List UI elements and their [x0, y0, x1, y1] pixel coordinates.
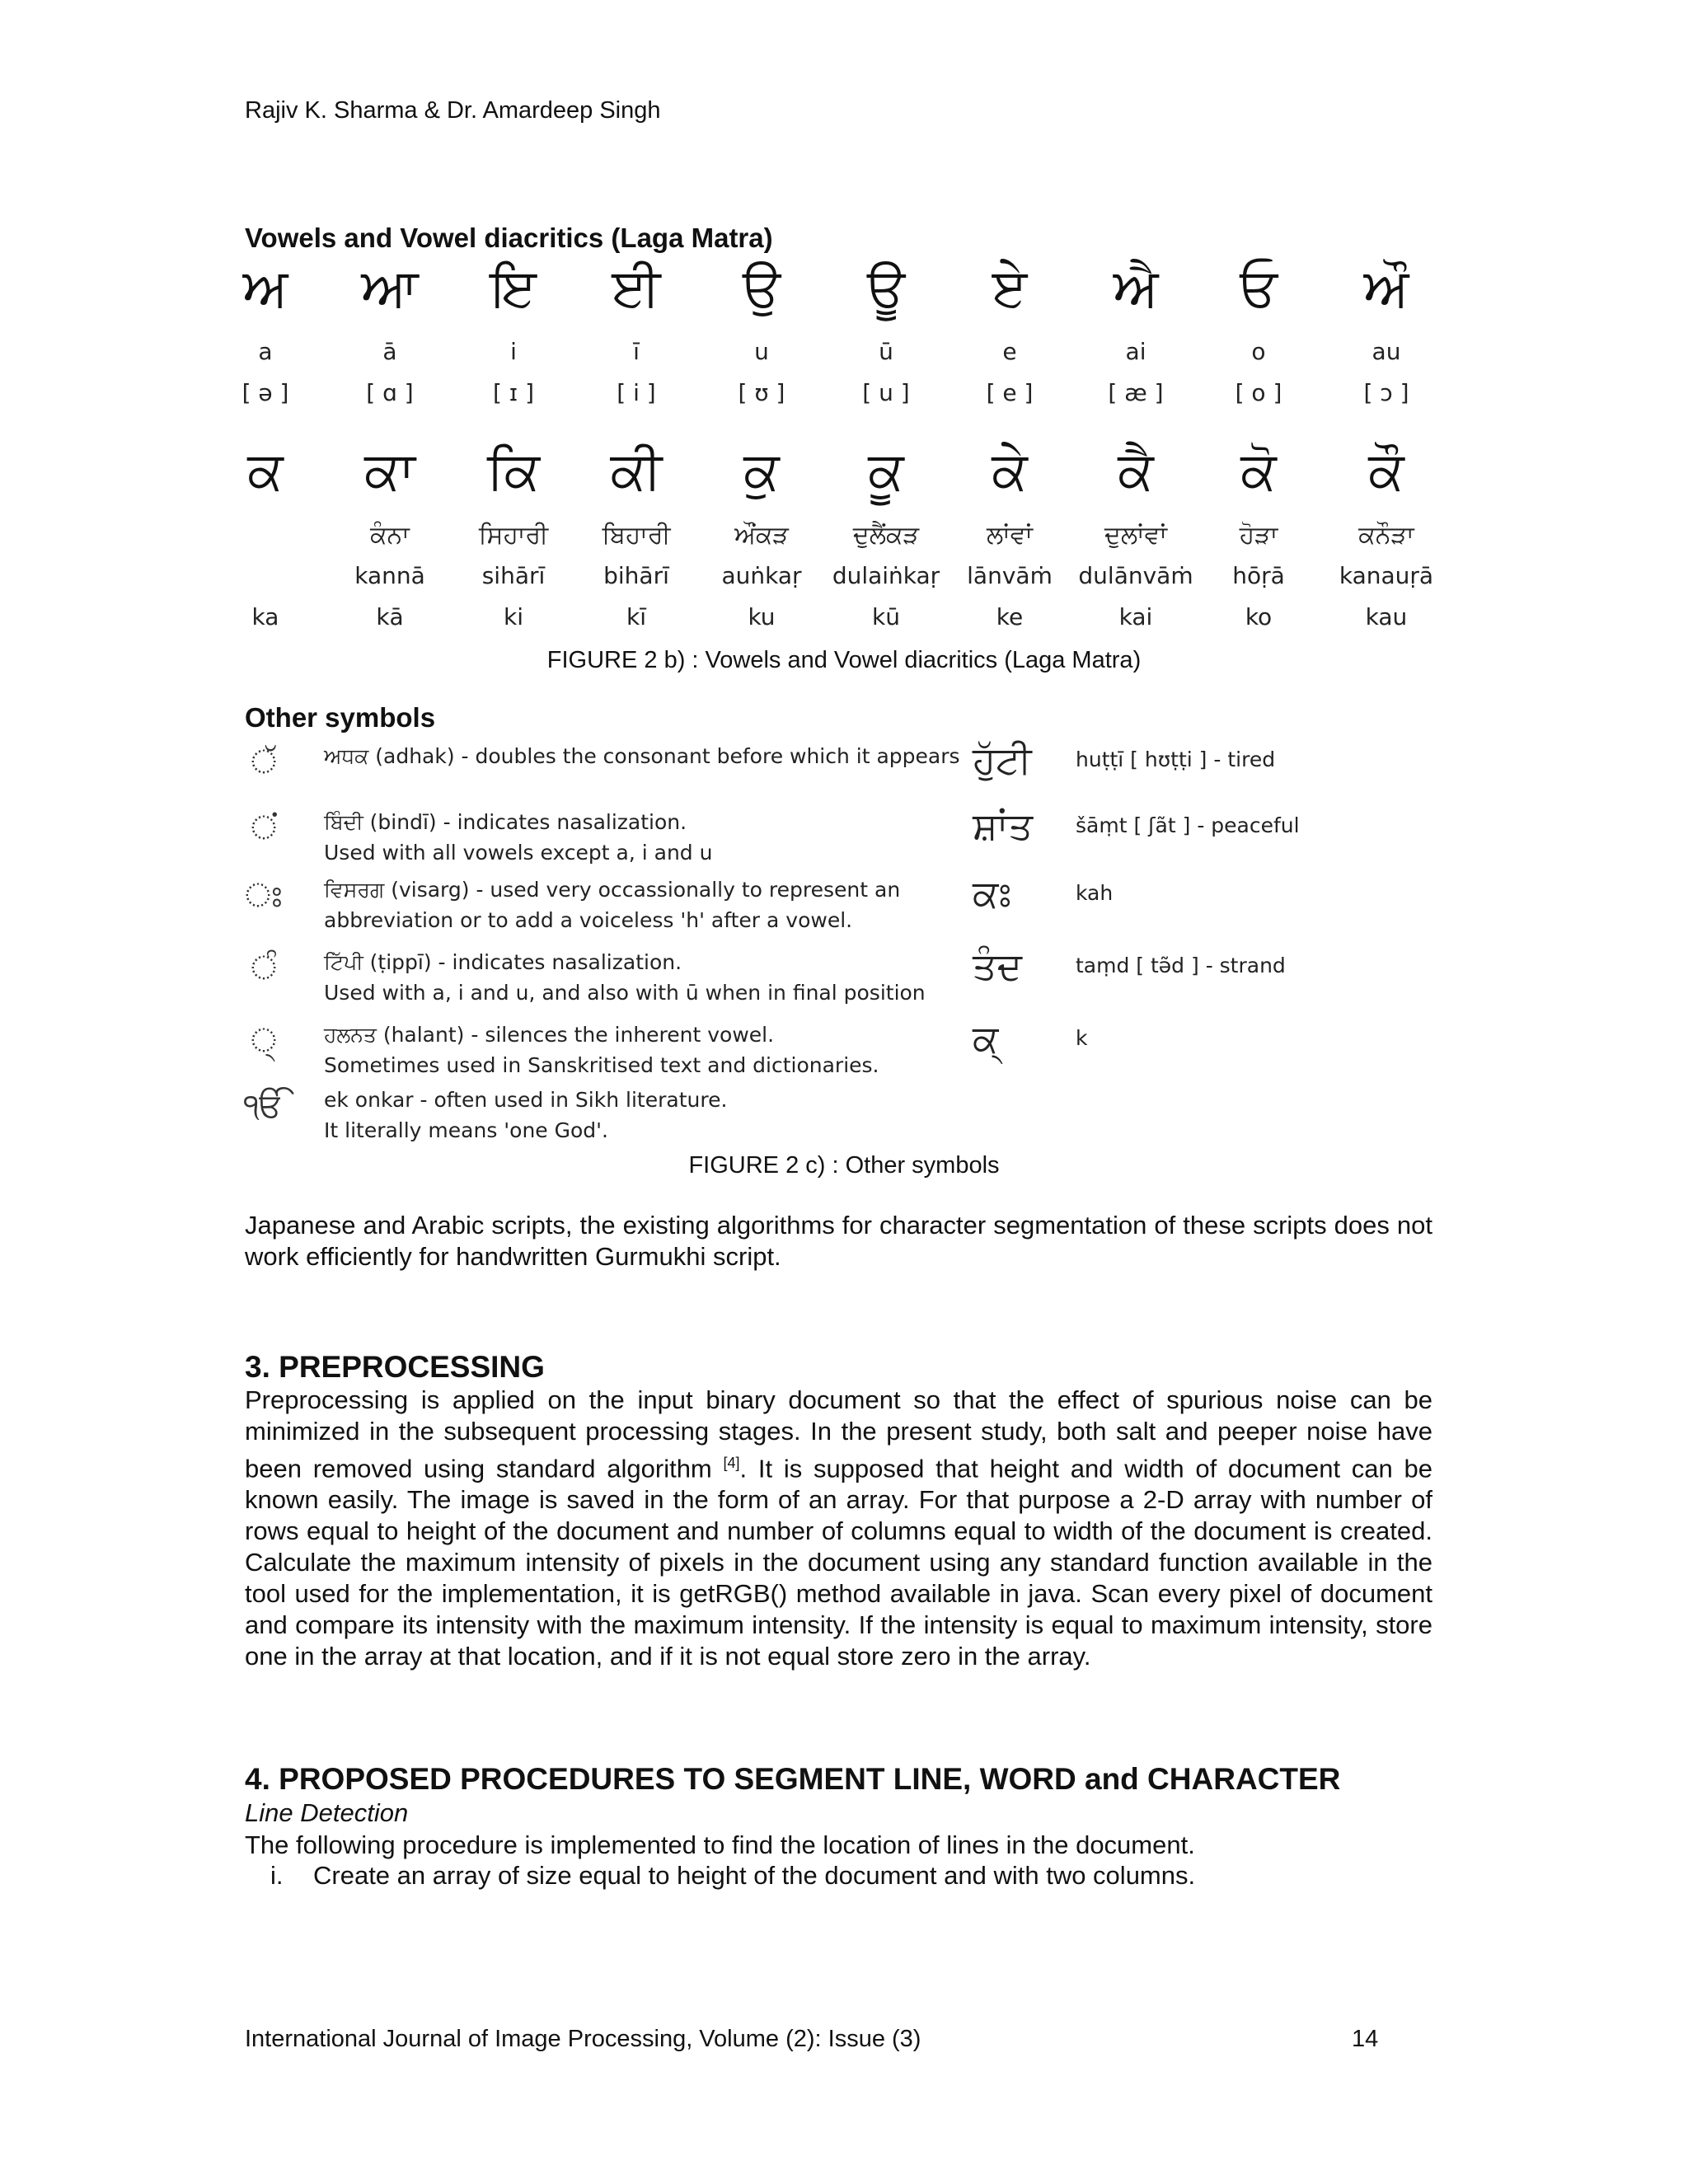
symbol-description-line2: Used with a, i and u, and also with ū when in final position: [324, 981, 926, 1005]
section-3-paragraph: [245, 1385, 1432, 1672]
diacritic-name-gurmukhi: ਲਾਂਵਾਂ: [986, 521, 1034, 550]
symbol-description-line2: Used with all vowels except a, i and u: [324, 841, 713, 865]
diacritic-name-gurmukhi: ਬਿਹਾਰੀ: [602, 521, 671, 550]
diacritic-symbol-icon: ੴ: [243, 1087, 284, 1125]
vowel-translit: a: [258, 338, 273, 365]
symbol-row: [239, 871, 1393, 937]
syllable-translit: kā: [376, 603, 404, 630]
symbol-example-translit: taṃd [ tə̃d ] - strand: [1076, 954, 1286, 977]
symbol-description-line1: ਟਿੱਪੀ (ṭippī) - indicates nasalization.: [324, 950, 682, 974]
diacritic-symbol-icon: ◌ੰ: [251, 949, 277, 987]
symbol-description: [324, 741, 983, 771]
symbol-description-line1: ਵਿਸਰਗ (visarg) - used very occassionally to represent an: [324, 878, 901, 902]
section-3-text-part2: . It is supposed that height and width of document can be known easily. The image is saved in the form of an array. For that purpose a 2-D array with number of rows equal to height of the document and number of columns equal to width of the document is created. Calculate the maximum intensity of pixels in the document using any standard function available in the tool used for the implementation, it is getRGB() method available in java. Scan every pixel of document and compare its intensity with the maximum intensity. If the intensity is equal to maximum intensity, store one in the array at that location, and if it is not equal store zero in the array.: [245, 1454, 1432, 1671]
vowel-translit: ī: [633, 338, 640, 365]
intro-paragraph: Japanese and Arabic scripts, the existing algorithms for character segmentation of these scripts does not work efficiently for handwritten Gurmukhi script.: [245, 1211, 1432, 1271]
syllable-translit: ko: [1245, 603, 1273, 630]
symbol-example-translit: k: [1076, 1026, 1088, 1050]
diacritic-name-roman: kanauṛā: [1339, 562, 1434, 589]
symbol-row: [239, 1081, 1393, 1147]
vowel-ipa: [ æ ]: [1108, 379, 1164, 406]
symbol-description: [324, 874, 983, 935]
vowel-ipa: [ ə ]: [241, 379, 289, 406]
vowel-ipa: [ i ]: [617, 379, 656, 406]
vowel-translit: o: [1251, 338, 1266, 365]
vowel-glyph: ਐ: [1113, 258, 1159, 319]
syllable-translit: ka: [251, 603, 279, 630]
fig2c-caption: FIGURE 2 c) : Other symbols: [688, 1152, 1000, 1179]
vowel-ipa: [ o ]: [1235, 379, 1282, 406]
symbol-description: [324, 1085, 983, 1146]
syllable-translit: kau: [1365, 603, 1408, 630]
vowel-translit: e: [1002, 338, 1017, 365]
syllable-translit: kī: [626, 603, 646, 630]
diacritic-name-gurmukhi: ਸਿਹਾਰੀ: [478, 521, 549, 550]
line-detection-subheading: Line Detection: [245, 1798, 409, 1827]
vowel-ipa: [ ɪ ]: [492, 379, 535, 406]
diacritic-name-roman: sihārī: [481, 562, 546, 589]
vowel-glyph: ਇ: [490, 258, 537, 319]
symbol-description-line2: Sometimes used in Sanskritised text and dictionaries.: [324, 1053, 879, 1077]
vowel-glyph: ਊ: [866, 258, 906, 319]
diacritic-symbol-icon: ◌੍: [251, 1022, 277, 1060]
vowel-ipa: [ u ]: [862, 379, 910, 406]
consonant-form-glyph: ਕੁ: [743, 441, 780, 502]
syllable-translit: kai: [1118, 603, 1153, 630]
symbol-description-line2: abbreviation or to add a voiceless 'h' after a vowel.: [324, 908, 853, 932]
symbol-example-word: ਸ਼ਾਂਤ: [973, 804, 1034, 848]
running-header: Rajiv K. Sharma & Dr. Amardeep Singh: [245, 97, 661, 124]
symbol-example-word: ਹੁੱਟੀ: [973, 738, 1032, 782]
consonant-form-glyph: ਕਾ: [364, 441, 415, 502]
syllable-translit: kū: [872, 603, 900, 630]
vowel-glyph: ਉ: [742, 258, 781, 319]
diacritic-symbol-icon: ◌ੱ: [251, 743, 277, 781]
symbol-description-line1: ek onkar - often used in Sikh literature.: [324, 1088, 728, 1112]
vowel-ipa: [ e ]: [986, 379, 1034, 406]
symbol-description-line1: ਬਿੰਦੀ (bindī) - indicates nasalization.: [324, 810, 687, 834]
symbol-example-word: ਕ੍: [973, 1016, 999, 1061]
diacritic-name-gurmukhi: ਦੁਲੈਂਕੜ: [852, 521, 920, 550]
page-number: 14: [1352, 2026, 1379, 2052]
consonant-form-glyph: ਕੇ: [992, 441, 1028, 502]
consonant-form-glyph: ਕੋ: [1240, 441, 1277, 502]
footer-journal: International Journal of Image Processing, Volume (2): Issue (3): [245, 2026, 921, 2052]
vowel-translit: ai: [1125, 338, 1146, 365]
vowel-glyph: ਆ: [361, 258, 419, 319]
symbol-description-line2: It literally means 'one God'.: [324, 1118, 608, 1142]
diacritic-name-roman: hōṛā: [1232, 562, 1285, 589]
symbol-description: [324, 1019, 983, 1080]
diacritic-name-roman: dulaiṅkaṛ: [832, 562, 940, 589]
consonant-form-glyph: ਕੀ: [610, 441, 663, 502]
diacritic-name-gurmukhi: ਹੋੜਾ: [1239, 521, 1278, 550]
symbol-row: [239, 1016, 1393, 1082]
symbol-row: [239, 804, 1393, 869]
symbol-example-word: ਕਃ: [973, 871, 1012, 916]
vowel-translit: ū: [879, 338, 893, 365]
diacritic-name-roman: kannā: [354, 562, 425, 589]
diacritic-name-gurmukhi: ਔਂਕੜ: [734, 521, 789, 550]
symbol-row: [239, 738, 1393, 804]
section-3-text-part1: Preprocessing is applied on the input binary document so that the effect of spurious noise can be minimized in the subsequent processing stages. In the present study, both salt and peeper noise have been removed using standard algorithm: [245, 1385, 1432, 1483]
syllable-translit: ke: [996, 603, 1024, 630]
vowel-glyph: ਓ: [1240, 258, 1278, 319]
symbol-example-translit: šāṃt [ ʃãt ] - peaceful: [1076, 813, 1300, 837]
vowel-ipa: [ ɑ ]: [366, 379, 414, 406]
diacritic-symbol-icon: ਃ: [244, 877, 284, 915]
fig2c-title: Other symbols: [245, 702, 436, 733]
symbol-description-line1: ਅਧਕ (adhak) - doubles the consonant before which it appears: [324, 744, 960, 768]
list-marker: i.: [270, 1861, 284, 1890]
diacritic-name-roman: auṅkaṛ: [721, 562, 802, 589]
vowel-glyph: ਅ: [242, 258, 288, 319]
vowel-ipa: [ ɔ ]: [1363, 379, 1409, 406]
vowel-ipa: [ ʊ ]: [738, 379, 785, 406]
consonant-form-glyph: ਕਿ: [486, 441, 541, 502]
diacritic-name-gurmukhi: ਦੁਲਾਂਵਾਂ: [1104, 521, 1167, 550]
diacritic-name-roman: lānvāṁ: [967, 562, 1053, 589]
vowel-translit: ā: [382, 338, 397, 365]
fig2b-title: Vowels and Vowel diacritics (Laga Matra): [245, 223, 773, 253]
symbol-example-translit: huṭṭī [ hʊṭṭi ] - tired: [1076, 748, 1276, 771]
vowel-glyph: ਈ: [612, 258, 661, 319]
section-4-paragraph: The following procedure is implemented to find the location of lines in the document.: [245, 1830, 1195, 1859]
consonant-form-glyph: ਕ: [247, 441, 284, 502]
symbol-description: [324, 947, 983, 1008]
syllable-translit: ki: [504, 603, 523, 630]
fig2b-caption: FIGURE 2 b) : Vowels and Vowel diacritics (Laga Matra): [546, 647, 1142, 673]
diacritic-name-gurmukhi: ਕੰਨਾ: [370, 521, 410, 550]
section-4-heading: 4. PROPOSED PROCEDURES TO SEGMENT LINE, WORD and CHARACTER: [245, 1762, 1341, 1796]
symbol-description-line1: ਹਲਨਤ (halant) - silences the inherent vowel.: [324, 1023, 775, 1047]
vowel-translit: i: [510, 338, 517, 365]
symbol-example-word: ਤੰਦ: [973, 944, 1022, 988]
diacritic-name-gurmukhi: ਕਨੌੜਾ: [1358, 521, 1414, 550]
vowel-translit: u: [754, 338, 769, 365]
vowel-glyph: ਏ: [992, 258, 1028, 319]
diacritic-name-roman: dulānvāṁ: [1078, 562, 1193, 589]
syllable-translit: ku: [748, 603, 776, 630]
diacritic-name-roman: bihārī: [603, 562, 669, 589]
section-3-heading: 3. PREPROCESSING: [245, 1350, 545, 1384]
symbol-row: [239, 944, 1393, 1010]
symbol-example-translit: kah: [1076, 881, 1114, 905]
symbol-description: [324, 807, 983, 868]
vowel-glyph: ਔ: [1363, 258, 1409, 319]
citation-ref: [4]: [723, 1455, 740, 1471]
consonant-form-glyph: ਕੌ: [1368, 441, 1404, 502]
consonant-form-glyph: ਕੈ: [1118, 441, 1154, 502]
vowel-translit: au: [1372, 338, 1401, 365]
consonant-form-glyph: ਕੂ: [868, 441, 904, 502]
diacritic-symbol-icon: ◌ਂ: [251, 809, 277, 847]
list-item: Create an array of size equal to height of the document and with two columns.: [313, 1861, 1196, 1890]
